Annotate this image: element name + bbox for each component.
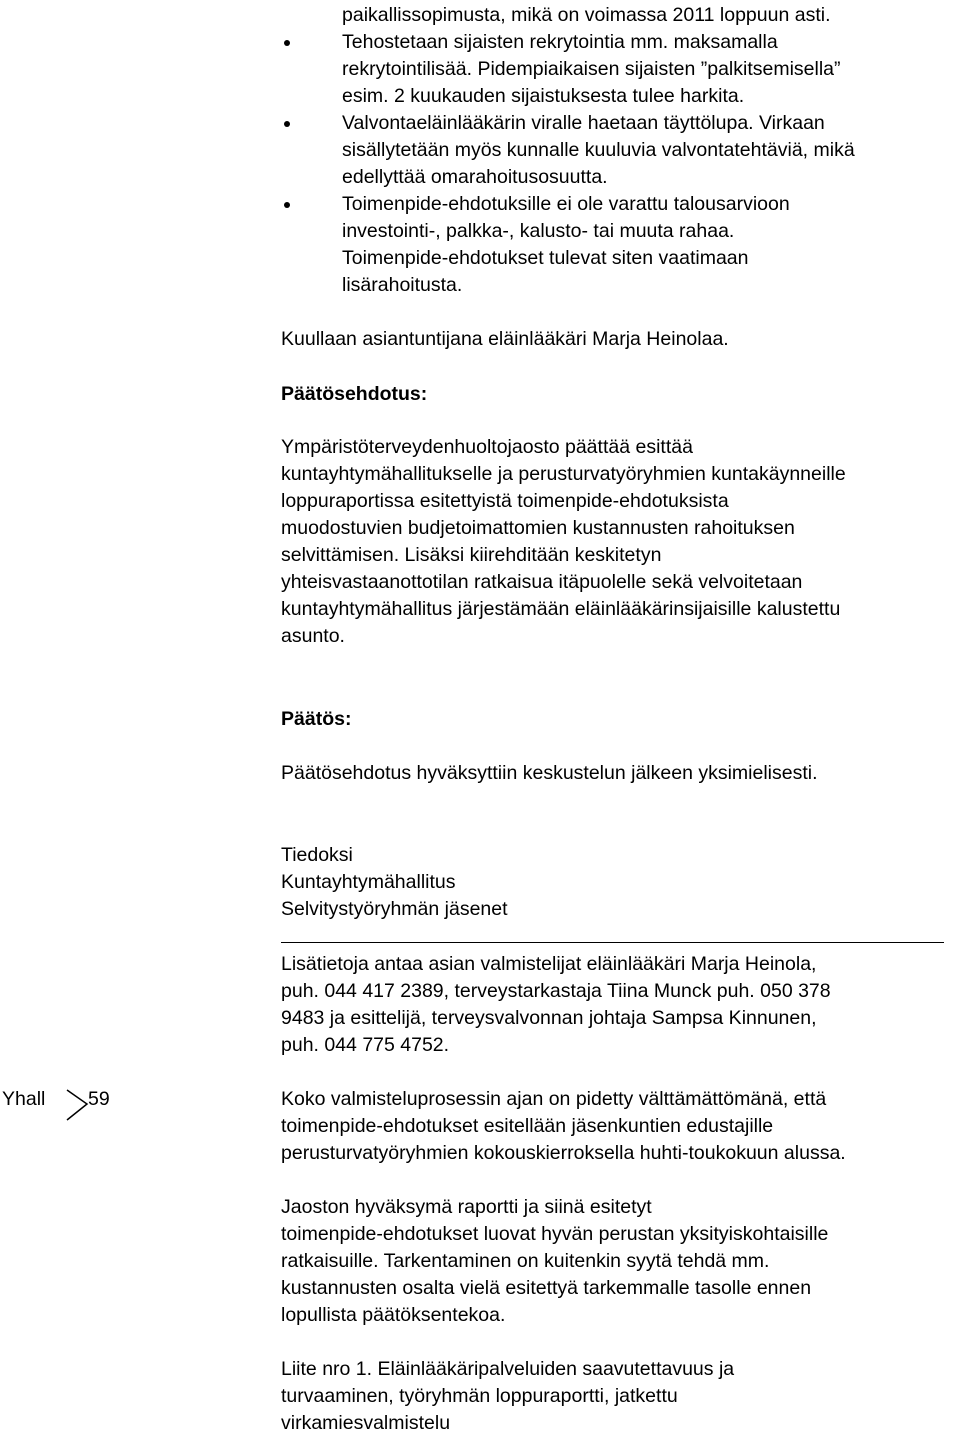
bullet-icon xyxy=(284,40,290,46)
proposal-line: asunto. xyxy=(281,625,345,647)
paragraph-line: toimenpide-ehdotukset esitellään jäsenkuntien edustajille xyxy=(281,1115,774,1137)
section-sign-icon xyxy=(65,1088,89,1122)
paragraph-line: Jaoston hyväksymä raportti ja siinä esitetyt xyxy=(281,1196,652,1218)
divider-line xyxy=(281,942,944,943)
expert-note: Kuullaan asiantuntijana eläinlääkäri Marja Heinolaa. xyxy=(281,328,729,350)
list-item-line: Toimenpide-ehdotukset tulevat siten vaatimaan xyxy=(342,247,749,269)
proposal-line: kuntayhtymähallitukselle ja perusturvatyöryhmien kuntakäynneille xyxy=(281,463,846,485)
decision-heading: Päätös: xyxy=(281,708,352,730)
paragraph-line: lopullista päätöksentekoa. xyxy=(281,1304,506,1326)
bullet-icon xyxy=(284,121,290,127)
list-item-line: Valvontaeläinlääkärin viralle haetaan täyttölupa. Virkaan xyxy=(342,112,825,134)
distribution-label: Tiedoksi xyxy=(281,844,353,866)
decision-text: Päätösehdotus hyväksyttiin keskustelun jälkeen yksimielisesti. xyxy=(281,762,818,784)
list-item-line: edellyttää omarahoitusosuutta. xyxy=(342,166,608,188)
paragraph-line: Koko valmisteluprosessin ajan on pidetty välttämättömänä, että xyxy=(281,1088,827,1110)
proposal-line: kuntayhtymähallitus järjestämään eläinlääkärinsijaisille kalustettu xyxy=(281,598,841,620)
contact-line: 9483 ja esittelijä, terveysvalvonnan johtaja Sampsa Kinnunen, xyxy=(281,1007,817,1029)
bullet-icon xyxy=(284,202,290,208)
contact-line: Lisätietoja antaa asian valmistelijat eläinlääkäri Marja Heinola, xyxy=(281,953,817,975)
paragraph-line: perusturvatyöryhmien kokouskierroksella huhti-toukokuun alussa. xyxy=(281,1142,846,1164)
list-item-line: esim. 2 kuukauden sijaistuksesta tulee harkita. xyxy=(342,85,745,107)
proposal-line: Ympäristöterveydenhuoltojaosto päättää esittää xyxy=(281,436,693,458)
distribution-recipient: Kuntayhtymähallitus xyxy=(281,871,456,893)
contact-line: puh. 044 775 4752. xyxy=(281,1034,450,1056)
list-item-line: Toimenpide-ehdotuksille ei ole varattu talousarvioon xyxy=(342,193,790,215)
section-number: 59 xyxy=(88,1088,110,1110)
list-item-line: rekrytointilisää. Pidempiaikaisen sijaisten ”palkitsemisella” xyxy=(342,58,841,80)
section-body-label: Yhall xyxy=(2,1088,46,1110)
contact-line: puh. 044 417 2389, terveystarkastaja Tiina Munck puh. 050 378 xyxy=(281,980,831,1002)
list-item-continuation: paikallissopimusta, mikä on voimassa 2011 loppuun asti. xyxy=(342,4,831,26)
proposal-line: yhteisvastaanottotilan ratkaisua itäpuolelle sekä velvoitetaan xyxy=(281,571,803,593)
list-item-line: lisärahoitusta. xyxy=(342,274,463,296)
proposal-heading: Päätösehdotus: xyxy=(281,383,428,405)
proposal-line: muodostuvien budjetoimattomien kustannusten rahoituksen xyxy=(281,517,795,539)
attachment-line: virkamiesvalmistelu xyxy=(281,1412,451,1434)
proposal-line: loppuraportissa esitettyistä toimenpide-ehdotuksista xyxy=(281,490,729,512)
list-item-line: investointi-, palkka-, kalusto- tai muuta rahaa. xyxy=(342,220,735,242)
distribution-recipient: Selvitystyöryhmän jäsenet xyxy=(281,898,508,920)
list-item-line: sisällytetään myös kunnalle kuuluvia valvontatehtäviä, mikä xyxy=(342,139,855,161)
paragraph-line: ratkaisuille. Tarkentaminen on kuitenkin syytä tehdä mm. xyxy=(281,1250,770,1272)
attachment-line: turvaaminen, työryhmän loppuraportti, jatkettu xyxy=(281,1385,678,1407)
proposal-line: selvittämisen. Lisäksi kiirehditään keskitetyn xyxy=(281,544,662,566)
paragraph-line: toimenpide-ehdotukset luovat hyvän perustan yksityiskohtaisille xyxy=(281,1223,829,1245)
attachment-line: Liite nro 1. Eläinlääkäripalveluiden saavutettavuus ja xyxy=(281,1358,735,1380)
paragraph-line: kustannusten osalta vielä esitettyä tarkemmalle tasolle ennen xyxy=(281,1277,812,1299)
list-item-line: Tehostetaan sijaisten rekrytointia mm. maksamalla xyxy=(342,31,778,53)
